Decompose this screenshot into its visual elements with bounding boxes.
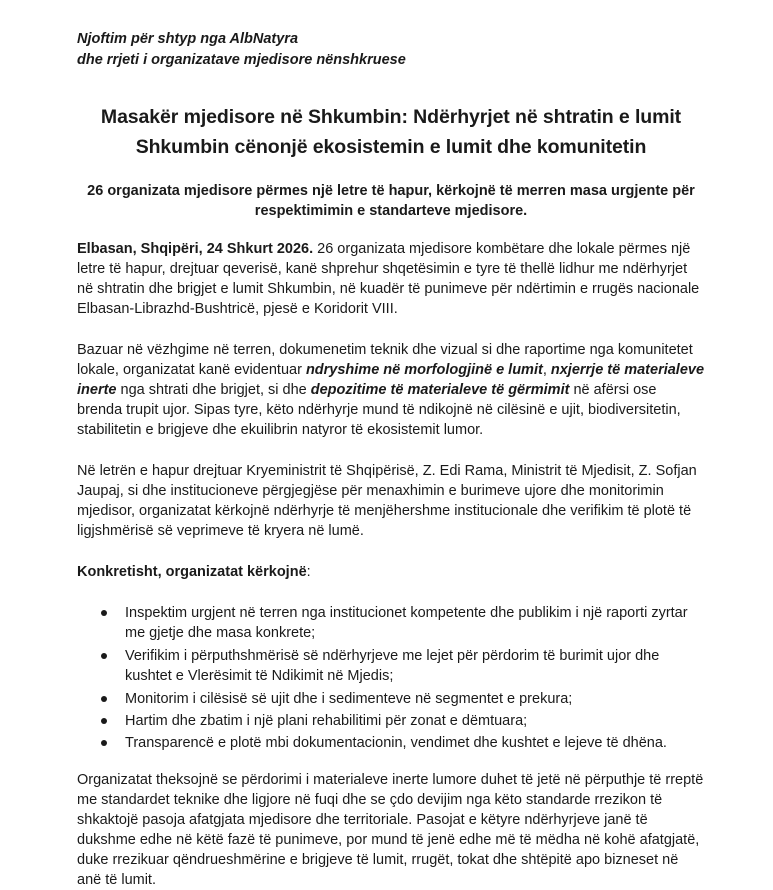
press-release [77, 29, 705, 890]
intro-paragraph [77, 239, 705, 319]
list-item: Inspektim urgjent në terren nga institucionet kompetente dhe publikim i një raporti zyrtar me gjetje dhe masa konkrete; [77, 603, 705, 644]
findings-text-a: Bazuar në vëzhgime në terren, dokumenetim teknik dhe vizual si dhe raportime nga komunitetet lokale, organizatat kanë evidentuar [77, 342, 693, 378]
dateline: Elbasan, Shqipëri, 24 Shkurt 2026. [77, 241, 314, 257]
headline [77, 102, 705, 162]
letter-paragraph: Në letrën e hapur drejtuar Kryeministrit të Shqipërisë, Z. Edi Rama, Ministrit të Mjedisit, Z. Sofjan Jaupaj, si dhe institucioneve përgjegjëse për menaxhimin e burimeve ujore dhe monitorimin mjedisor, organizatat kërkojnë ndërhyrje të menjëhershme institucionale dhe verifikim të plotë të ligjshmërisë së veprimeve të kryera në lumë. [77, 463, 697, 539]
demands-lead [77, 562, 705, 582]
demands-list [77, 603, 705, 754]
findings-text-c: , [542, 362, 551, 378]
list-item: Monitorim i cilësisë së ujit dhe i sedimenteve në segmentet e prekura; [77, 689, 705, 709]
conclusion-paragraph: Organizatat theksojnë se përdorimi i materialeve inerte lumore duhet të jetë në përputhje të rreptë me standardet teknike dhe ligjore në fuqi dhe se çdo devijim nga këto standarde rrezikon të shkaktojë pasoja afatgjata mjedisore dhe territoriale. Pasojat e këtyre ndërhyrjeve janë të dukshme edhe në këtë fazë të punimeve, por mund të jenë edhe më të mëdha në kohë afatgjatë, duke rrezikuar qëndrueshmërine e brigjeve të lumit, rrugët, tokat dhe shtëpitë apo bizneset në anë të lumit. [77, 771, 704, 888]
subheadline: 26 organizata mjedisore përmes një letre të hapur, kërkojnë të merren masa urgjente për respektimimin e standarteve mjedisore. [87, 183, 695, 219]
findings-paragraph [77, 340, 705, 440]
list-item: Hartim dhe zbatim i një plani rehabilitimi për zonat e dëmtuara; [77, 711, 705, 731]
headline-line-2: Shkumbin cënonjë ekosistemin e lumit dhe komunitetin [135, 136, 647, 158]
headline-line-1: Masakër mjedisore në Shkumbin: Ndërhyrjet në shtratin e lumit [100, 106, 682, 128]
findings-emphasis-1: ndryshime në morfologjinë e lumit [305, 362, 543, 378]
findings-text-e: nga shtrati dhe brigjet, si dhe [116, 382, 311, 398]
demands-lead-colon: : [306, 564, 311, 580]
list-item: Verifikim i përputhshmërisë së ndërhyrjeve me lejet për përdorim të burimit ujor dhe kushtet e Vlerësimit të Ndikimit në Mjedis; [77, 646, 705, 687]
header-line-1: Njoftim për shtyp nga AlbNatyra [77, 31, 299, 47]
findings-emphasis-3: depozitime të materialeve të gërmimit [310, 382, 570, 398]
release-header [77, 29, 705, 71]
findings-emphasis-2: nxjerrje të materialeve inerte [77, 362, 705, 398]
header-line-2: dhe rrjeti i organizatave mjedisore nënshkruese [77, 52, 406, 68]
intro-text: 26 organizata mjedisore kombëtare dhe lokale përmes një letre të hapur, drejtuar qeverisë, kanë shprehur shqetësimin e tyre të thellë lidhur me ndërhyrjet në shtratin dhe brigjet e lumit Shkumbin, në kuadër të punimeve për ndërtimin e rrugës nacionale Elbasan-Librazhd-Bushtricë, pjesë e Koridorit VIII. [77, 241, 700, 317]
list-item: Transparencë e plotë mbi dokumentacionin, vendimet dhe kushtet e lejeve të dhëna. [77, 733, 705, 753]
demands-lead-bold: Konkretisht, organizatat kërkojnë [77, 564, 307, 580]
findings-text-g: në afërsi ose brenda trupit ujor. Sipas tyre, këto ndërhyrje mund të ndikojnë në cilësinë e ujit, biodiversitetin, stabilitetin e brigjeve dhe ekuilibrin natyror të ekosistemit lumor. [77, 382, 681, 438]
